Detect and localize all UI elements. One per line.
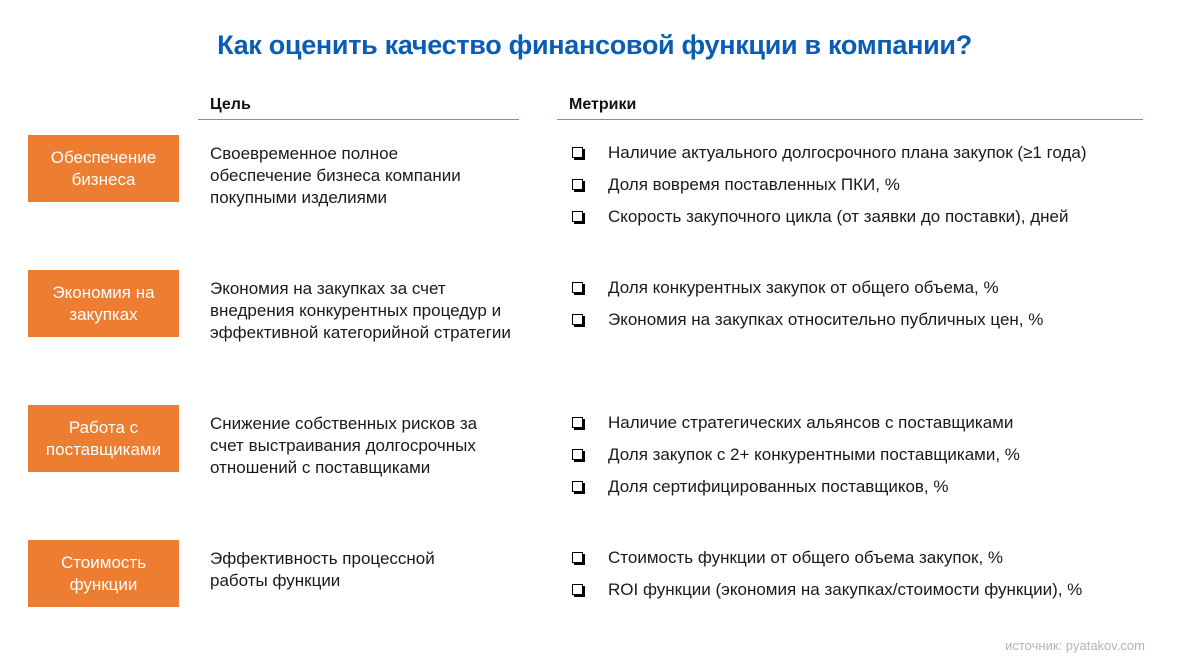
metric-list <box>569 542 1082 606</box>
metric-text: Доля вовремя поставленных ПКИ, % <box>608 175 900 194</box>
metric-list <box>569 137 1087 233</box>
metric-text: Доля конкурентных закупок от общего объема, % <box>608 278 999 297</box>
page-title: Как оценить качество финансовой функции в компании? <box>217 30 972 60</box>
metric-text: Стоимость функции от общего объема закупок, % <box>608 548 1004 567</box>
metric-text: Доля сертифицированных поставщиков, % <box>608 477 949 496</box>
metric-text: Экономия на закупках относительно публичных цен, % <box>608 310 1044 329</box>
checkbox-icon <box>572 417 583 428</box>
metric-text: Наличие стратегических альянсов с поставщиками <box>608 413 1014 432</box>
metric-item <box>569 304 1043 336</box>
column-header-goal: Цель <box>210 96 251 113</box>
checkbox-icon <box>572 179 583 190</box>
checkbox-icon <box>572 552 583 563</box>
column-divider-goal <box>198 119 519 120</box>
metric-text: Доля закупок с 2+ конкурентными поставщиками, % <box>608 445 1020 464</box>
category-label: Обеспечение бизнеса <box>50 147 157 189</box>
metric-text: Наличие актуального долгосрочного плана закупок (≥1 года) <box>608 143 1087 162</box>
column-header-metrics: Метрики <box>569 96 637 113</box>
category-label: Стоимость функции <box>60 552 147 594</box>
metric-item <box>569 201 1087 233</box>
category-box-business-supply <box>28 135 179 202</box>
metric-item <box>569 574 1082 606</box>
category-box-procurement-savings <box>28 270 179 337</box>
metric-item <box>569 439 1020 471</box>
goal-text: Экономия на закупках за счет внедрения конкурентных процедур и эффективной категорийной стратегии <box>210 279 511 342</box>
metric-list <box>569 272 1043 336</box>
category-box-supplier-relations <box>28 405 179 472</box>
checkbox-icon <box>572 211 583 222</box>
goal-text: Своевременное полное обеспечение бизнеса компании покупными изделиями <box>210 144 461 207</box>
metric-item <box>569 137 1087 169</box>
metric-item <box>569 407 1020 439</box>
column-divider-metrics <box>557 119 1143 120</box>
metric-text: ROI функции (экономия на закупках/стоимости функции), % <box>608 580 1083 599</box>
metric-item <box>569 272 1043 304</box>
goal-text: Эффективность процессной работы функции <box>210 549 435 590</box>
category-box-function-cost <box>28 540 179 607</box>
checkbox-icon <box>572 584 583 595</box>
metric-list <box>569 407 1020 503</box>
checkbox-icon <box>572 449 583 460</box>
metric-item <box>569 169 1087 201</box>
metric-item <box>569 542 1082 574</box>
metric-item <box>569 471 1020 503</box>
source-note: источник: pyatakov.com <box>1005 638 1145 653</box>
category-label: Экономия на закупках <box>52 282 155 324</box>
goal-text: Снижение собственных рисков за счет выстраивания долгосрочных отношений с поставщиками <box>210 414 478 477</box>
checkbox-icon <box>572 481 583 492</box>
checkbox-icon <box>572 282 583 293</box>
category-label: Работа с поставщиками <box>45 417 162 459</box>
checkbox-icon <box>572 147 583 158</box>
checkbox-icon <box>572 314 583 325</box>
metric-text: Скорость закупочного цикла (от заявки до поставки), дней <box>608 207 1069 226</box>
